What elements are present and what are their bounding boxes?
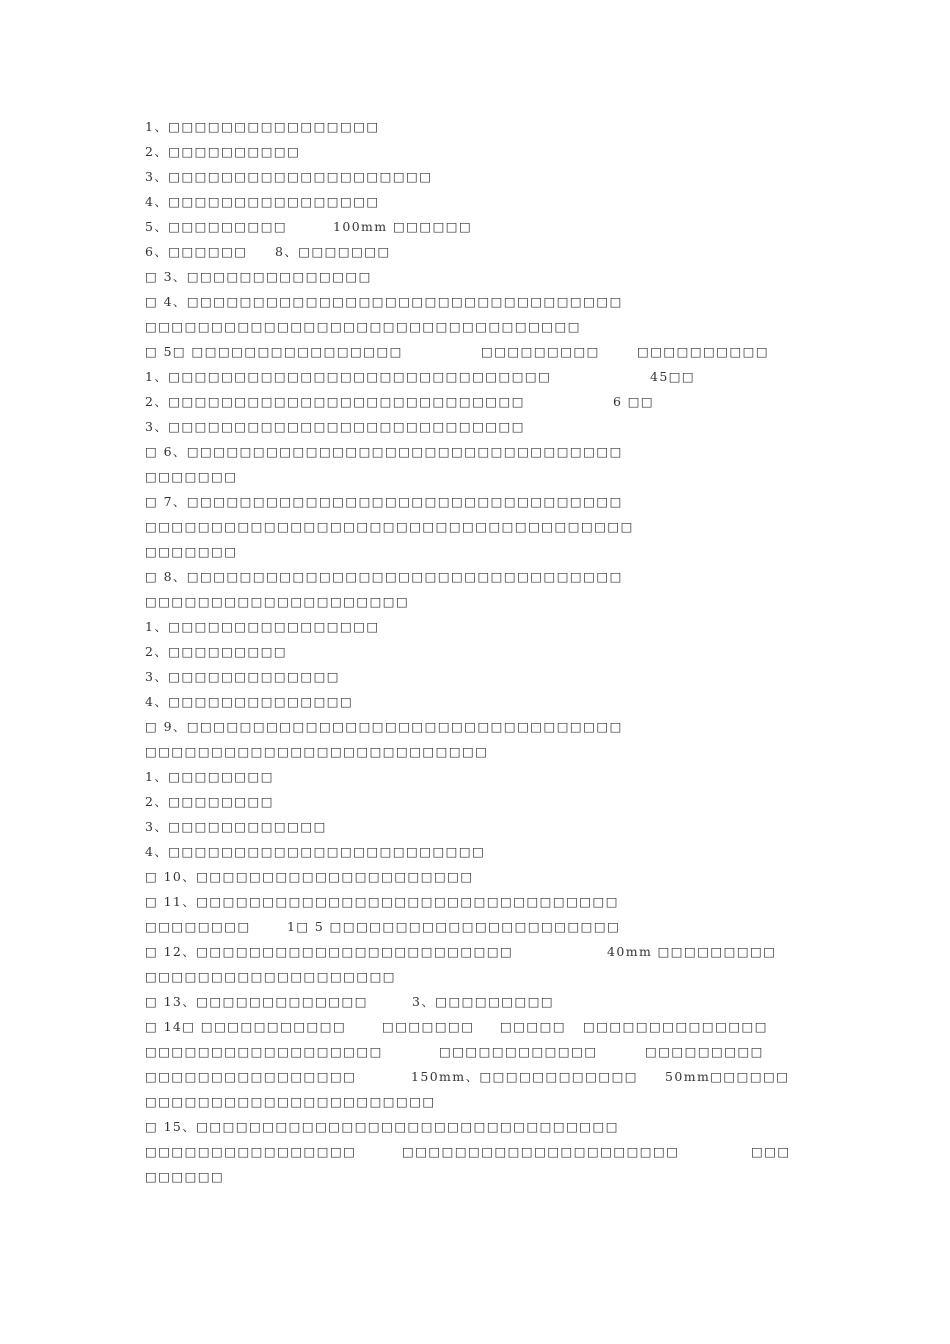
text-segment: □□□□□ bbox=[500, 1019, 567, 1034]
text-segment: 45□□ bbox=[650, 369, 696, 384]
text-segment: □ 6、□□□□□□□□□□□□□□□□□□□□□□□□□□□□□□□□□ bbox=[145, 444, 623, 459]
text-segment: □□□□□□□□□ bbox=[645, 1044, 764, 1059]
text-segment: 150mm、□□□□□□□□□□□□ bbox=[411, 1069, 638, 1084]
text-segment: 2、□□□□□□□□□□□□□□□□□□□□□□□□□□□ bbox=[145, 394, 525, 409]
text-segment: □ 9、□□□□□□□□□□□□□□□□□□□□□□□□□□□□□□□□□ bbox=[145, 719, 623, 734]
text-segment: □□□□□□□□□□□□□□ bbox=[583, 1019, 768, 1034]
text-segment: 3、□□□□□□□□□□□□□□□□□□□□ bbox=[145, 169, 433, 184]
text-segment: 50mm□□□□□□ bbox=[665, 1069, 790, 1084]
text-segment: 6、□□□□□□ bbox=[145, 244, 248, 259]
text-segment: 2、□□□□□□□□□ bbox=[145, 644, 288, 659]
text-segment: 2、□□□□□□□□□□ bbox=[145, 144, 301, 159]
text-segment: □□□□□□□□□□ bbox=[637, 344, 770, 359]
text-segment: □ 5□ □□□□□□□□□□□□□□□□ bbox=[145, 344, 403, 359]
text-segment: □□□□□□□□□□□□□□□□□□□□□□□□□□ bbox=[145, 744, 489, 759]
text-line bbox=[145, 342, 770, 362]
text-segment: □□□□□□□□□□□□ bbox=[439, 1044, 598, 1059]
text-segment: □□□□□□□□□□□□□□□□□□ bbox=[145, 1044, 383, 1059]
text-segment: 3、□□□□□□□□□□□□□ bbox=[145, 669, 340, 684]
text-line bbox=[145, 1067, 790, 1087]
text-line bbox=[145, 217, 473, 237]
text-segment: 5、□□□□□□□□□ bbox=[145, 219, 288, 234]
text-segment: □ 10、□□□□□□□□□□□□□□□□□□□□□ bbox=[145, 869, 474, 884]
text-segment: 40mm □□□□□□□□□ bbox=[607, 944, 777, 959]
text-segment: □□□□□□□□□□□□□□□□□□□□□□ bbox=[145, 1094, 436, 1109]
text-segment: □ 3、□□□□□□□□□□□□□□ bbox=[145, 269, 372, 284]
text-segment: 1、□□□□□□□□□□□□□□□□□□□□□□□□□□□□□ bbox=[145, 369, 552, 384]
text-segment: □□□ bbox=[751, 1144, 791, 1159]
text-line bbox=[145, 992, 555, 1012]
text-segment: □ 4、□□□□□□□□□□□□□□□□□□□□□□□□□□□□□□□□□ bbox=[145, 294, 623, 309]
text-line bbox=[145, 1042, 764, 1062]
text-segment: 1、□□□□□□□□ bbox=[145, 769, 274, 784]
text-segment: 3、□□□□□□□□□□□□ bbox=[145, 819, 327, 834]
text-line bbox=[145, 1142, 791, 1162]
text-segment: □ 8、□□□□□□□□□□□□□□□□□□□□□□□□□□□□□□□□□ bbox=[145, 569, 623, 584]
text-line bbox=[145, 917, 621, 937]
text-segment: □ 12、□□□□□□□□□□□□□□□□□□□□□□□□ bbox=[145, 944, 514, 959]
text-segment: □□□□□□□ bbox=[382, 1019, 475, 1034]
text-segment: □□□□□□□□□□□□□□□□□□□□□□□□□□□□□□□□□□□□□ bbox=[145, 519, 634, 534]
text-segment: □□□□□□□□□ bbox=[481, 344, 600, 359]
text-segment: □□□□□□□□□□□□□□□□□□□□□□□□□□□□□□□□□ bbox=[145, 319, 581, 334]
text-segment: 6 □□ bbox=[613, 394, 655, 409]
text-segment: 4、□□□□□□□□□□□□□□□□ bbox=[145, 194, 380, 209]
text-segment: □□□□□□□□□□□□□□□□ bbox=[145, 1144, 357, 1159]
text-segment: 1、□□□□□□□□□□□□□□□□ bbox=[145, 119, 380, 134]
text-segment: 3、□□□□□□□□□□□□□□□□□□□□□□□□□□□ bbox=[145, 419, 525, 434]
text-segment: □□□□□□□□□□□□□□□□□□□ bbox=[145, 969, 396, 984]
text-segment: □□□□□□□ bbox=[145, 469, 238, 484]
text-segment: □□□□□□□□□□□□□□□□□□□□ bbox=[145, 594, 410, 609]
text-segment: □ 15、□□□□□□□□□□□□□□□□□□□□□□□□□□□□□□□□ bbox=[145, 1119, 619, 1134]
text-segment: 1、□□□□□□□□□□□□□□□□ bbox=[145, 619, 380, 634]
text-segment: 1□ 5 □□□□□□□□□□□□□□□□□□□□□□ bbox=[287, 919, 621, 934]
text-segment: □ 13、□□□□□□□□□□□□□ bbox=[145, 994, 368, 1009]
text-segment: □ 7、□□□□□□□□□□□□□□□□□□□□□□□□□□□□□□□□□ bbox=[145, 494, 623, 509]
text-segment: 4、□□□□□□□□□□□□□□ bbox=[145, 694, 354, 709]
text-segment: 100mm □□□□□□ bbox=[333, 219, 473, 234]
text-segment: □ 14□ □□□□□□□□□□□ bbox=[145, 1019, 347, 1034]
text-line bbox=[145, 1017, 768, 1037]
text-segment: □ 11、□□□□□□□□□□□□□□□□□□□□□□□□□□□□□□□□ bbox=[145, 894, 619, 909]
text-segment: □□□□□□□□□□□□□□□□□□□□□ bbox=[402, 1144, 680, 1159]
text-line bbox=[145, 367, 696, 387]
text-segment: 3、□□□□□□□□□ bbox=[412, 994, 555, 1009]
text-segment: 4、□□□□□□□□□□□□□□□□□□□□□□□□ bbox=[145, 844, 486, 859]
text-line bbox=[145, 942, 777, 962]
text-segment: □□□□□□□□□□□□□□□□ bbox=[145, 1069, 357, 1084]
text-segment: □□□□□□□□ bbox=[145, 919, 251, 934]
text-segment: 2、□□□□□□□□ bbox=[145, 794, 274, 809]
text-segment: 8、□□□□□□□ bbox=[275, 244, 391, 259]
text-segment: □□□□□□ bbox=[145, 1169, 225, 1184]
text-line bbox=[145, 392, 655, 412]
text-segment: □□□□□□□ bbox=[145, 544, 238, 559]
text-line bbox=[145, 242, 391, 262]
